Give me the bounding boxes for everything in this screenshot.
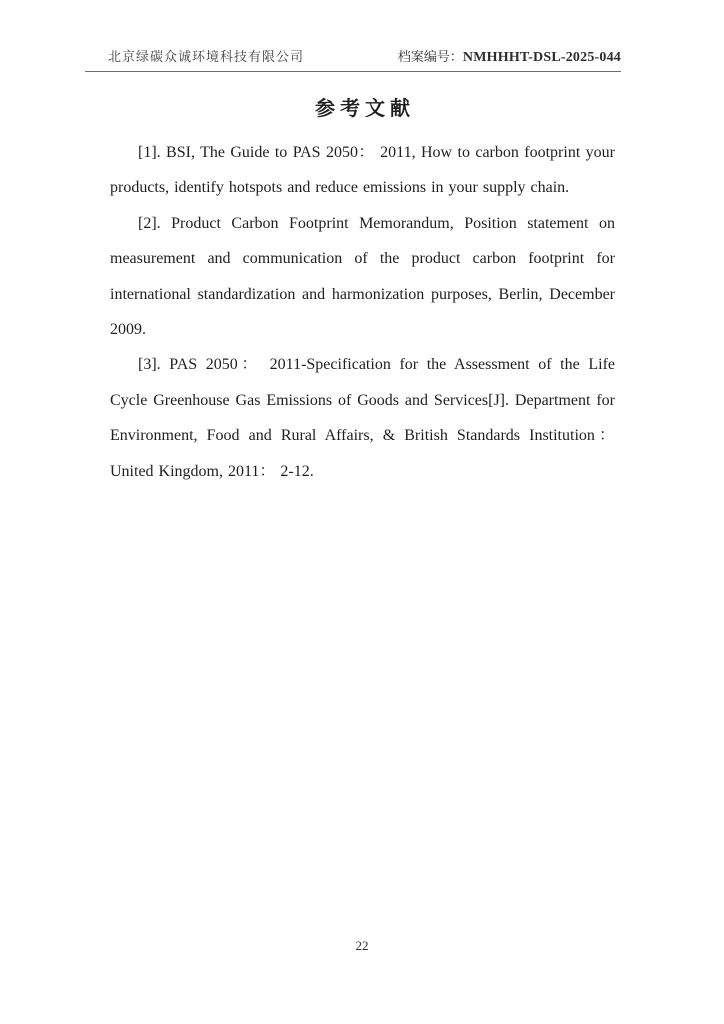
reference-item: [2]. Product Carbon Footprint Memorandum, Position statement on measurement and communication of the product carbon footprint for international standardization and harmonization purposes, Berlin, December 2009. [110,214,615,339]
header-rule [85,71,621,72]
company-name: 北京绿碳众诚环境科技有限公司 [108,49,305,64]
page-number: 22 [355,938,369,953]
doc-number-field [398,46,621,66]
page-header [85,46,621,66]
reference-item: [1]. BSI, The Guide to PAS 2050： 2011, How to carbon footprint your products, identify hotspots and reduce emissions in your supply chain. [110,144,615,197]
references-list [110,135,615,489]
reference-item: [3]. PAS 2050： 2011-Specification for the Assessment of the Life Cycle Greenhouse Gas Emissions of Goods and Services[J]. Department for Environment, Food and Rural Affairs, & British Standards Institution： United Kingdom, 2011： 2-12. [110,356,615,480]
doc-number-label: 档案编号： [397,49,463,64]
page-title: 参考文献 [315,98,415,120]
doc-number: NMHHHT-DSL-2025-044 [462,50,621,65]
